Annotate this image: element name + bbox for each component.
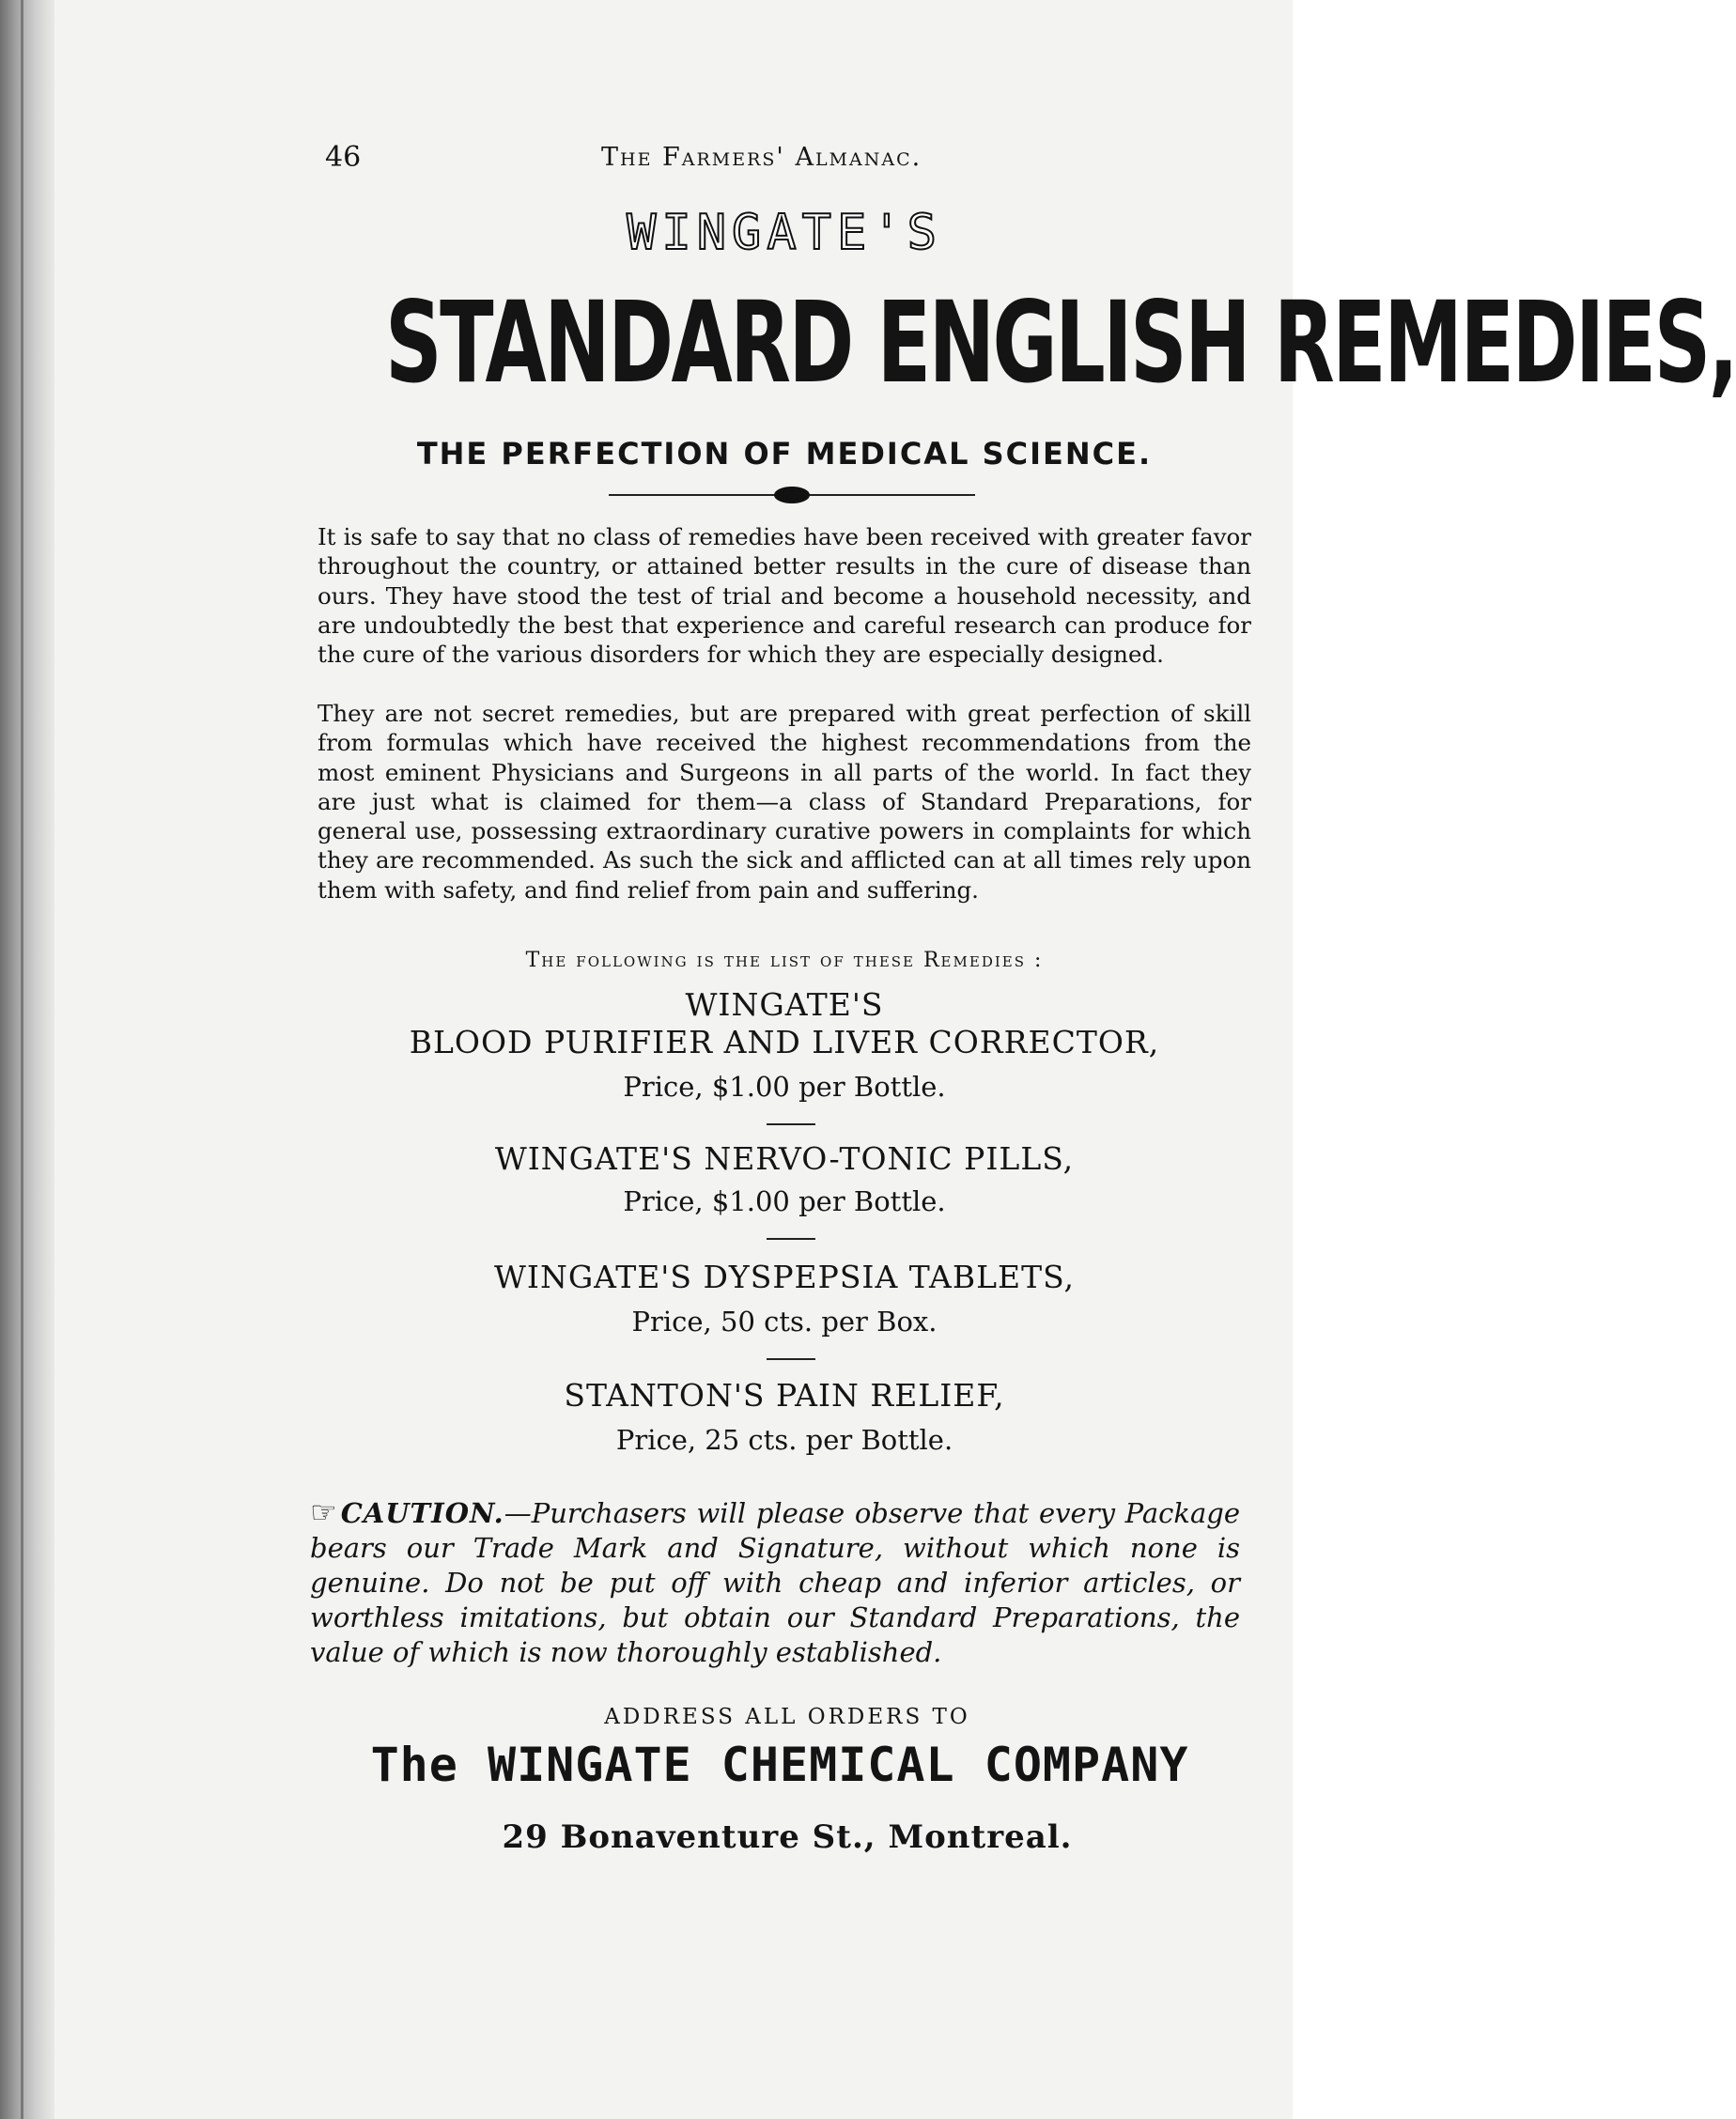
product-3-name: WINGATE'S DYSPEPSIA TABLETS, [493,1259,1076,1295]
product-2-name: WINGATE'S NERVO-TONIC PILLS, [494,1140,1075,1177]
brand-name: WINGATE'S [627,205,942,261]
caution-notice [310,1495,1240,1670]
company-name: The WINGATE CHEMICAL COMPANY [370,1738,1189,1792]
product-divider [767,1358,815,1360]
product-1-name-line-1: WINGATE'S [685,986,884,1023]
running-head [319,141,1015,178]
body-paragraph-2: They are not secret remedies, but are prepared with great perfection of skill from formulas which have received the highest recommendations from the most eminent Physicians and Surgeons in all parts of the world. In fact they are just what is claimed for them—a class of Standard Preparations, for general use, possessing extraordinary curative powers in complaints for which they are recommended. As such the sick and afflicted can at all times rely upon them with safety, and find relief from pain and suffering. [318,700,1251,904]
page-number: 46 [325,141,362,174]
ornamental-rule [609,481,975,509]
product-3-price: Price, 50 cts. per Box. [631,1306,938,1338]
product-4-name: STANTON'S PAIN RELIEF, [564,1377,1005,1414]
remedies-list-intro: The following is the list of these Remedies : [525,949,1044,972]
pointing-hand-icon: ☞ [310,1494,337,1530]
product-1-name-line-2: BLOOD PURIFIER AND LIVER CORRECTOR, [409,1024,1160,1060]
advert-headline: STANDARD ENGLISH REMEDIES, [385,278,1736,410]
company-address: 29 Bonaventure St., Montreal. [502,1818,1073,1856]
product-2-price: Price, $1.00 per Bottle. [623,1185,946,1217]
caution-text: —Purchasers will please observe that every Package bears our Trade Mark and Signature, without which none is genuine. Do not be put off with cheap and inferior articles, or worthless imitations, but obtain our Standard Preparations, the value of which is now thoroughly established. [310,1497,1240,1668]
caution-label: CAUTION. [340,1497,504,1529]
address-intro: ADDRESS ALL ORDERS TO [604,1705,970,1729]
advert-subheadline: THE PERFECTION OF MEDICAL SCIENCE. [416,436,1153,472]
product-divider [767,1123,815,1125]
body-paragraph-1: It is safe to say that no class of remedies have been received with greater favor throughout the country, or attained better results in the cure of disease than ours. They have stood the test of trial and become a household necessity, and are undoubtedly the best that experience and careful research can produce for the cure of the various disorders for which they are especially designed. [318,523,1251,669]
binding-shadow-line [21,0,23,2119]
product-divider [767,1238,815,1240]
book-binding-edge [0,0,54,2119]
product-4-price: Price, 25 cts. per Bottle. [615,1424,953,1456]
product-1-price: Price, $1.00 per Bottle. [623,1071,946,1103]
ornament-center-icon [774,487,810,503]
running-title: The Farmers' Almanac. [601,143,922,172]
